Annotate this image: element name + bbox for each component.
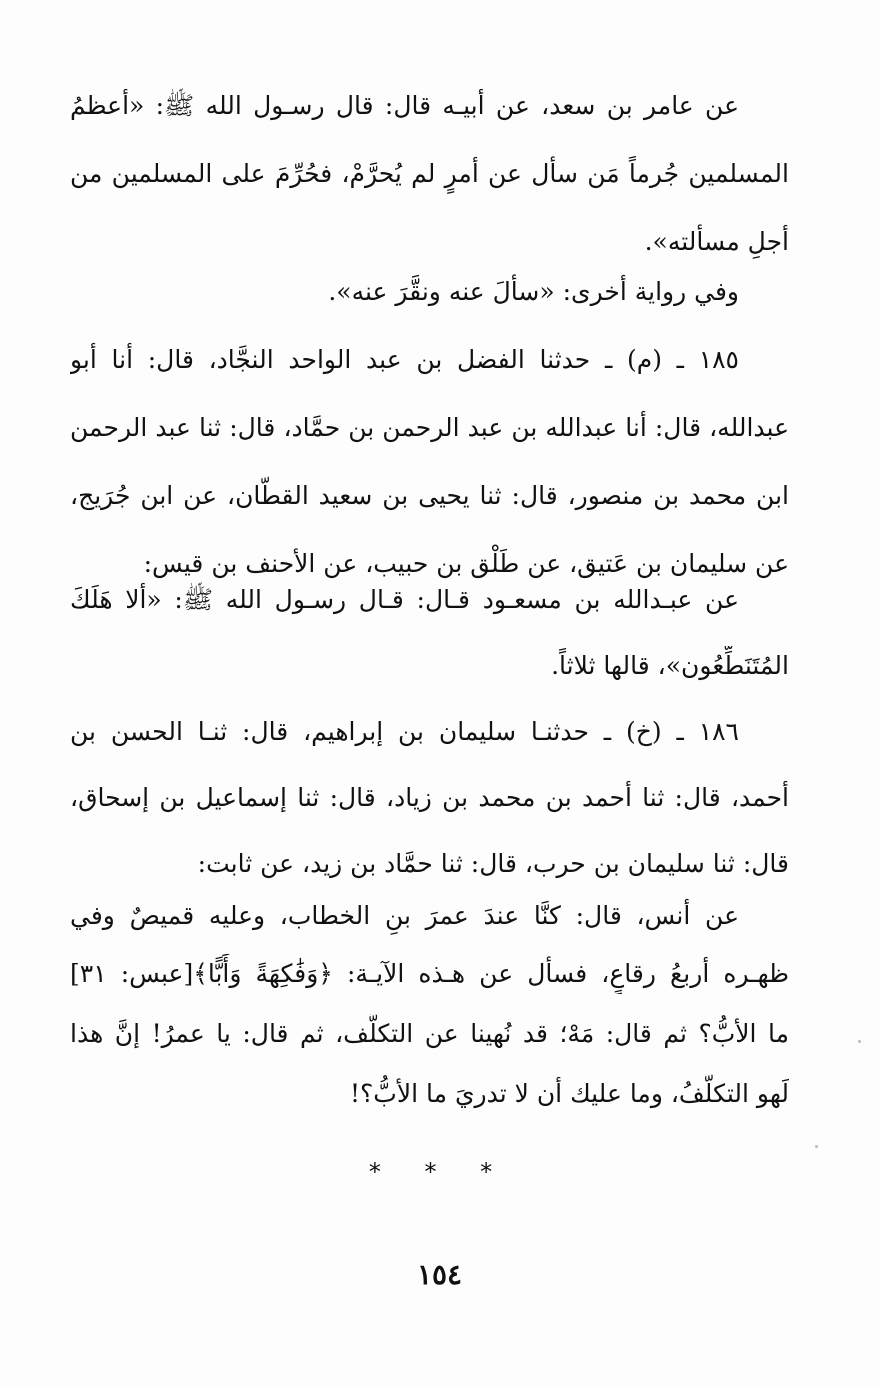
text-line: عن عامر بن سعد، عن أبيـه قال: قال رسـول الله ﷺ: «أعظمُ — [70, 91, 739, 120]
text-line: قال: ثنا سليمان بن حرب، قال: ثنا حمَّاد بن زيد، عن ثابت: — [197, 849, 789, 878]
text-line: ما الأبُّ؟ ثم قال: مَهْ؛ قد نُهينا عن التكلُّف، ثم قال: يا عمرُ! إنَّ هذا — [70, 1019, 789, 1048]
text-line: المسلمين جُرماً مَن سأل عن أمرٍ لم يُحرَّمْ، فحُرِّمَ على المسلمين من — [70, 159, 789, 188]
text-line: عبدالله، قال: أنا عبدالله بن عبد الرحمن بن حمَّاد، قال: ثنا عبد الرحمن — [70, 413, 789, 442]
scan-speck — [815, 1145, 818, 1148]
text-line: لَهو التكلُّفُ، وما عليك أن لا تدريَ ما الأبُّ؟! — [349, 1079, 789, 1108]
text-line: أحمد، قال: ثنا أحمد بن محمد بن زياد، قال: ثنا إسماعيل بن إسحاق، — [70, 783, 789, 812]
scan-speck — [858, 1040, 861, 1043]
text-line: ١٨٥ ـ (م) ـ حدثنا الفضل بن عبد الواحد النجَّاد، قال: أنا أبو — [70, 345, 739, 374]
section-separator: * * * — [368, 1158, 511, 1186]
text-line: عن سليمان بن عَتيق، عن طَلْق بن حبيب، عن الأحنف بن قيس: — [143, 549, 789, 578]
text-line: وفي رواية أخرى: «سألَ عنه ونقَّرَ عنه». — [328, 277, 739, 306]
text-line: ظهـره أربعُ رقاعٍ، فسأل عن هـذه الآيـة: ﴿وَفَٰكِهَةً وَأَبًّا﴾[عبس: ٣١] — [70, 959, 789, 988]
text-line: ابن محمد بن منصور، قال: ثنا يحيى بن سعيد القطَّان، عن ابن جُرَيج، — [70, 481, 789, 510]
page-number: ١٥٤ — [416, 1258, 463, 1291]
text-line: عن أنس، قال: كنَّا عندَ عمرَ بنِ الخطاب، وعليه قميصٌ وفي — [70, 901, 739, 930]
text-line: ١٨٦ ـ (خ) ـ حدثنـا سليمان بن إبراهيم، قال: ثنـا الحسن بن — [70, 717, 739, 746]
text-line: المُتَنَطِّعُون»، قالها ثلاثاً. — [551, 651, 789, 680]
text-line: عن عبـدالله بن مسعـود قـال: قـال رسـول الله ﷺ: «ألا هَلَكَ — [70, 585, 739, 614]
text-line: أجلِ مسألته». — [644, 227, 789, 256]
